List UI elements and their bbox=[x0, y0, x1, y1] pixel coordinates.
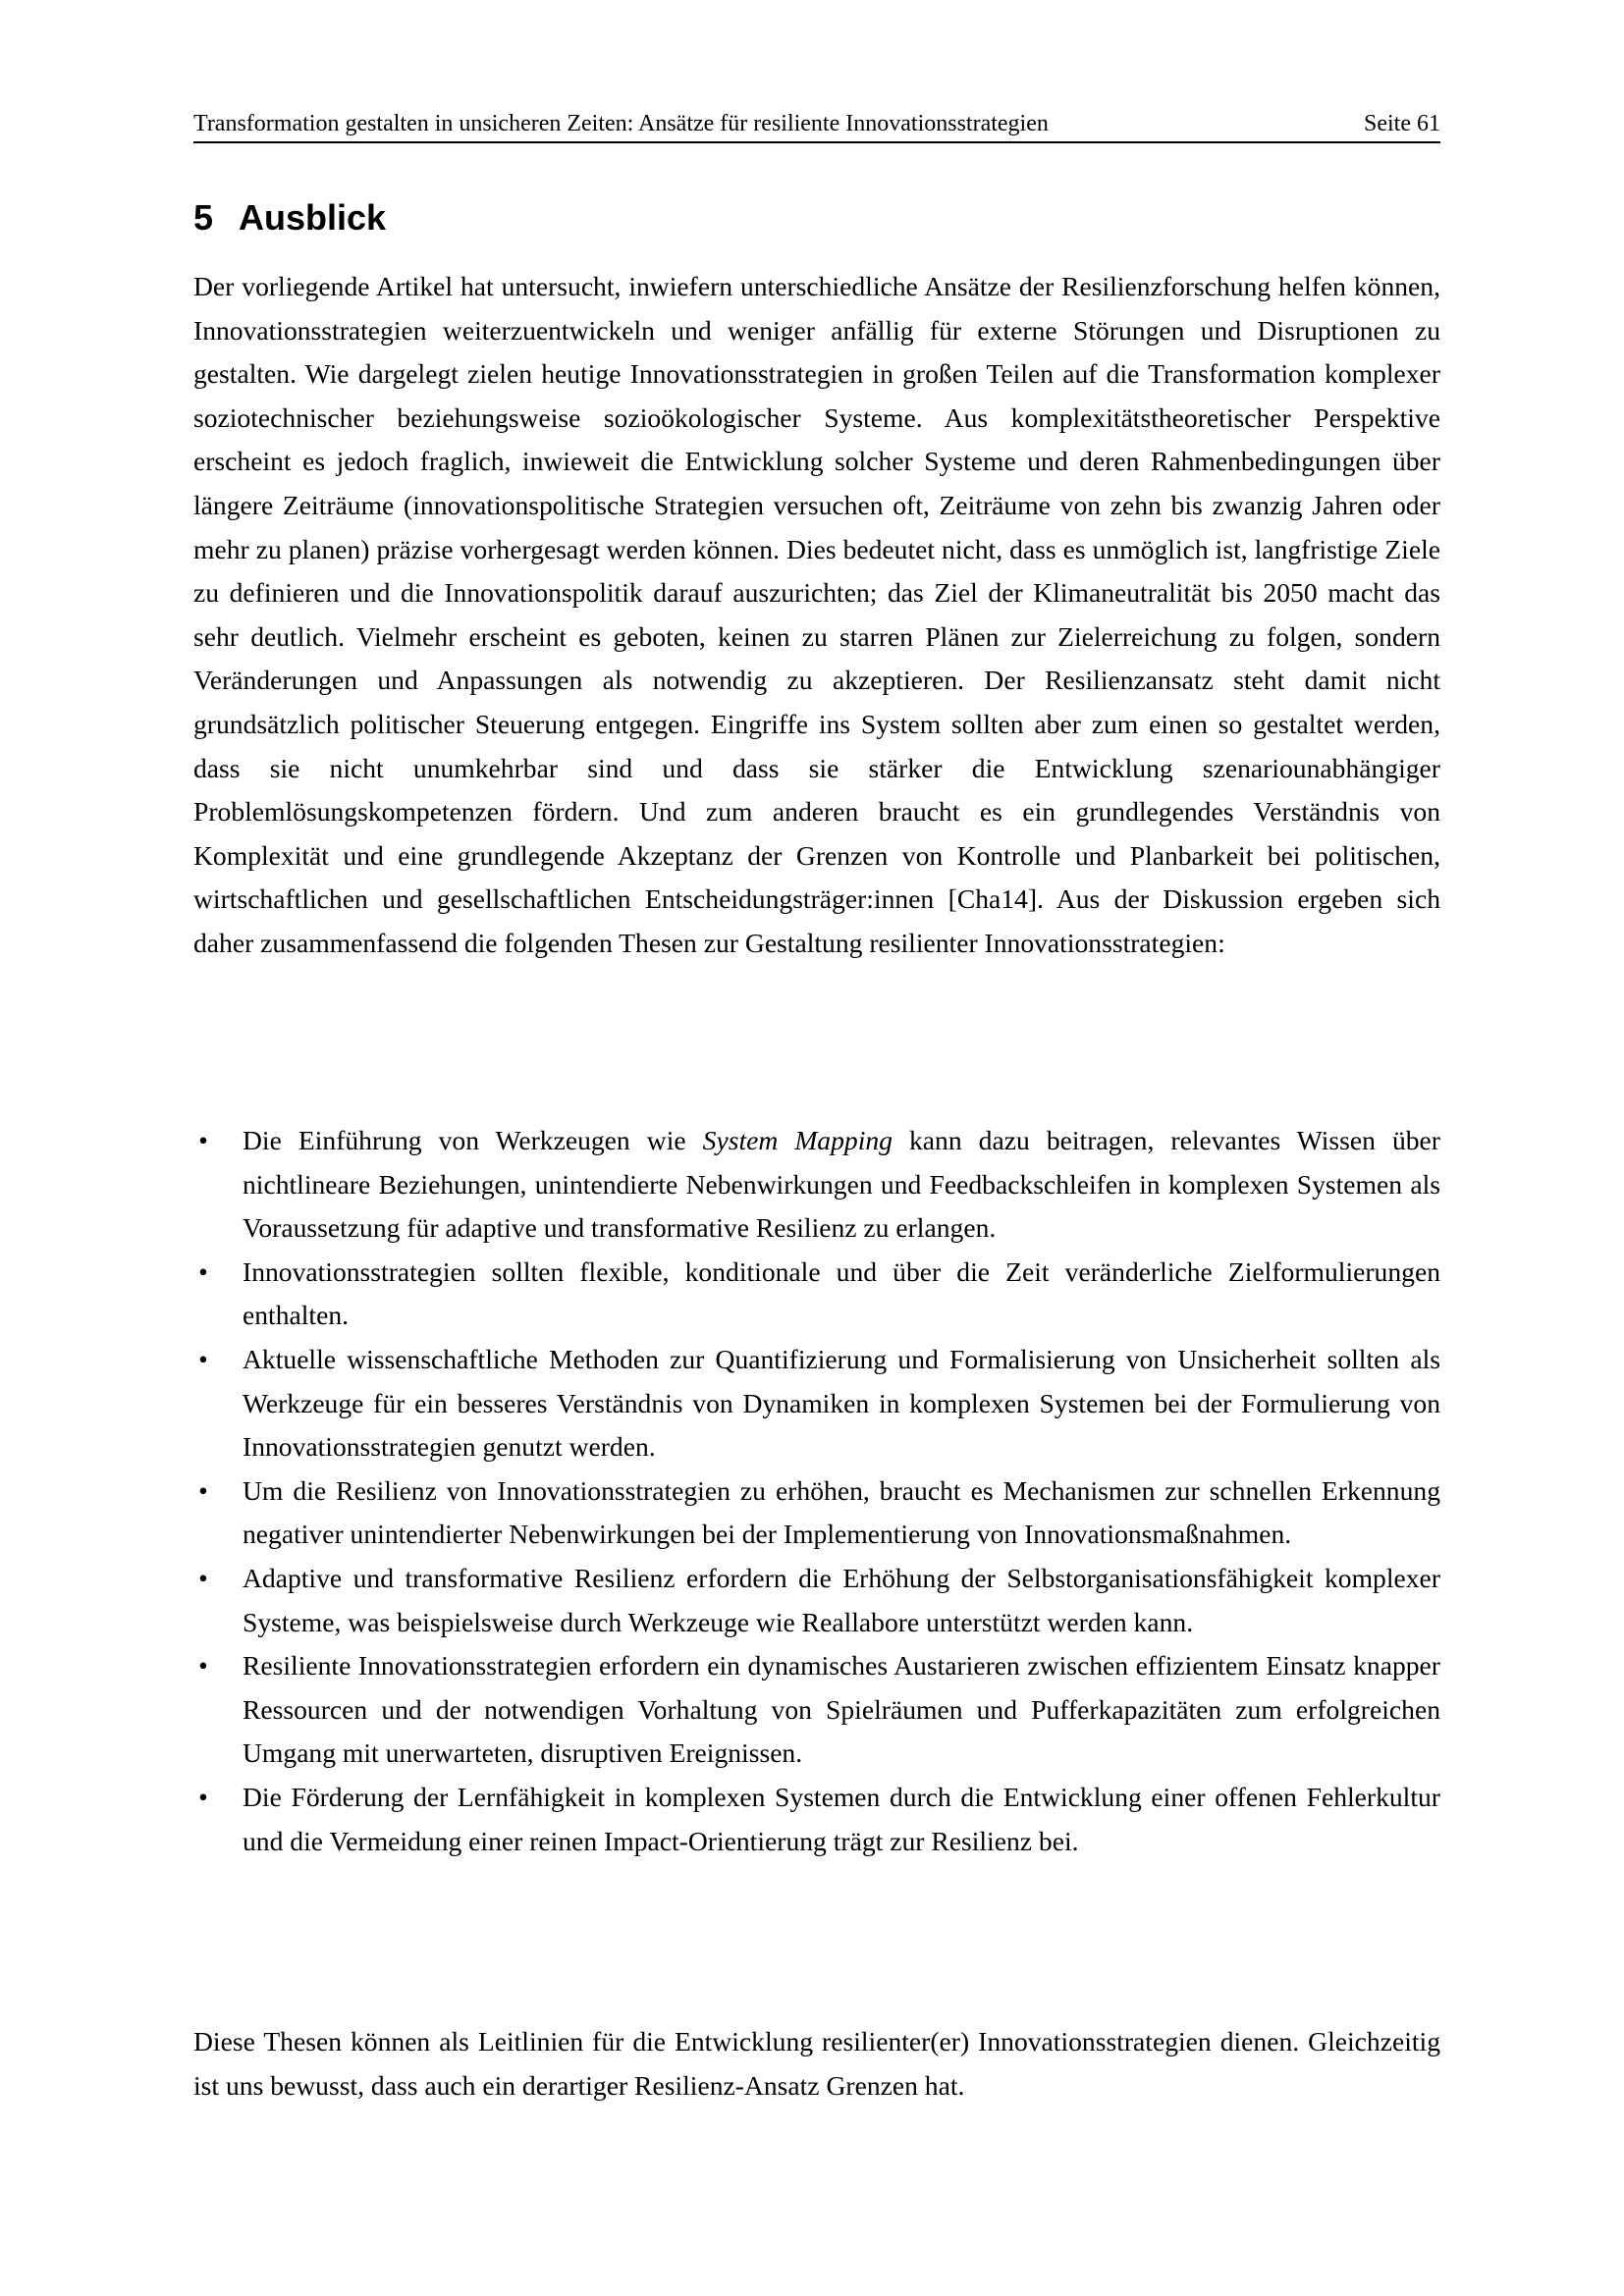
thesis-text: Innovationsstrategien sollten flexible, konditionale und über die Zeit veränderliche Zielformulierungen enthalten. bbox=[243, 1255, 1440, 1331]
bullet-icon: • bbox=[198, 1125, 208, 1155]
bullet-icon: • bbox=[198, 1562, 208, 1593]
bullet-icon: • bbox=[198, 1343, 208, 1374]
running-title: Transformation gestalten in unsicheren Zeiten: Ansätze für resiliente Innovationsstrategien bbox=[193, 111, 1049, 136]
thesis-text: Adaptive und transformative Resilienz erfordern die Erhöhung der Selbstorganisationsfähigkeit komplexer Systeme, was beispielsweise durch Werkzeuge wie Reallabore unterstützt werden kann. bbox=[243, 1562, 1440, 1637]
intro-paragraph: Der vorliegende Artikel hat untersucht, inwiefern unterschiedliche Ansätze der Resilienzforschung helfen können, Innovationsstrategien weiterzuentwickeln und weniger anfällig für externe Störungen und Disruptionen zu gestalten. Wie dargelegt zielen heutige Innovationsstrategien in großen Teilen auf die Transformation komplexer soziotechnischer beziehungsweise sozioökologischer Systeme. Aus komplexitätstheoretischer Perspektive erscheint es jedoch fraglich, inwieweit die Entwicklung solcher Systeme und deren Rahmenbedingungen über längere Zeiträume (innovationspolitische Strategien versuchen oft, Zeiträume von zehn bis zwanzig Jahren oder mehr zu planen) präzise vorhergesagt werden können. Dies bedeutet nicht, dass es unmöglich ist, langfristige Ziele zu definieren und die Innovationspolitik darauf auszurichten; das Ziel der Klimaneutralität bis 2050 macht das sehr deutlich. Vielmehr erscheint es geboten, keinen zu starren Plänen zur Zielerreichung zu folgen, sondern Veränderungen und Anpassungen als notwendig zu akzeptieren. Der Resilienzansatz steht damit nicht grundsätzlich politischer Steuerung entgegen. Eingriffe ins System sollten aber zum einen so gestaltet werden, dass sie nicht unumkehrbar sind und dass sie stärker die Entwicklung szenariounabhängiger Problemlösungskompetenzen fördern. Und zum anderen braucht es ein grundlegendes Verständnis von Komplexität und eine grundlegende Akzeptanz der Grenzen von Kontrolle und Planbarkeit bei politischen, wirtschaftlichen und gesellschaftlichen Entscheidungsträger:innen [Cha14]. Aus der Diskussion ergeben sich daher zusammenfassend die folgenden Thesen zur Gestaltung resilienter Innovationsstrategien: bbox=[193, 271, 1440, 958]
thesis-text-after: kann dazu beitragen, relevantes Wissen über nichtlineare Beziehungen, unintendierte Nebenwirkungen und Feedbackschleifen in komplexen Systemen als Voraussetzung für adaptive und transformative Resilienz zu erlangen. bbox=[243, 1125, 1440, 1244]
thesis-item bbox=[193, 1338, 1440, 1469]
section-title: Ausblick bbox=[239, 197, 387, 238]
thesis-item bbox=[193, 1469, 1440, 1557]
thesis-item bbox=[193, 1557, 1440, 1644]
running-header bbox=[193, 110, 1440, 143]
theses-list bbox=[193, 1119, 1440, 1863]
bullet-icon: • bbox=[198, 1474, 208, 1506]
thesis-item bbox=[193, 1119, 1440, 1251]
section-number: 5 bbox=[193, 197, 214, 238]
thesis-item bbox=[193, 1644, 1440, 1776]
thesis-text: Um die Resilienz von Innovationsstrategien zu erhöhen, braucht es Mechanismen zur schnellen Erkennung negativer unintendierter Nebenwirkungen bei der Implementierung von Innovationsmaßnahmen. bbox=[243, 1474, 1440, 1550]
closing-paragraph: Diese Thesen können als Leitlinien für die Entwicklung resilienter(er) Innovationsstrategien dienen. Gleichzeitig ist uns bewusst, dass auch ein derartiger Resilienz-Ansatz Grenzen hat. bbox=[193, 2026, 1440, 2101]
thesis-text: Aktuelle wissenschaftliche Methoden zur Quantifizierung und Formalisierung von Unsicherheit sollten als Werkzeuge für ein besseres Verständnis von Dynamiken in komplexen Systemen bei der Formulierung von Innovationsstrategien genutzt werden. bbox=[243, 1343, 1440, 1463]
bullet-icon: • bbox=[198, 1781, 208, 1812]
thesis-emphasis: System Mapping bbox=[702, 1125, 893, 1155]
section-heading bbox=[193, 196, 386, 240]
thesis-text: Die Förderung der Lernfähigkeit in komplexen Systemen durch die Entwicklung einer offenen Fehlerkultur und die Vermeidung einer reinen Impact-Orientierung trägt zur Resilienz bei. bbox=[243, 1781, 1440, 1856]
thesis-item bbox=[193, 1251, 1440, 1338]
thesis-text: Resiliente Innovationsstrategien erfordern ein dynamisches Austarieren zwischen effizientem Einsatz knapper Ressourcen und der notwendigen Vorhaltung von Spielräumen und Pufferkapazitäten zum erfolgreichen Umgang mit unerwarteten, disruptiven Ereignissen. bbox=[243, 1650, 1440, 1769]
page-number: Seite 61 bbox=[1364, 111, 1440, 136]
thesis-item bbox=[193, 1776, 1440, 1863]
bullet-icon: • bbox=[198, 1650, 208, 1682]
bullet-icon: • bbox=[198, 1255, 208, 1287]
thesis-text-before: Die Einführung von Werkzeugen wie bbox=[243, 1125, 703, 1155]
